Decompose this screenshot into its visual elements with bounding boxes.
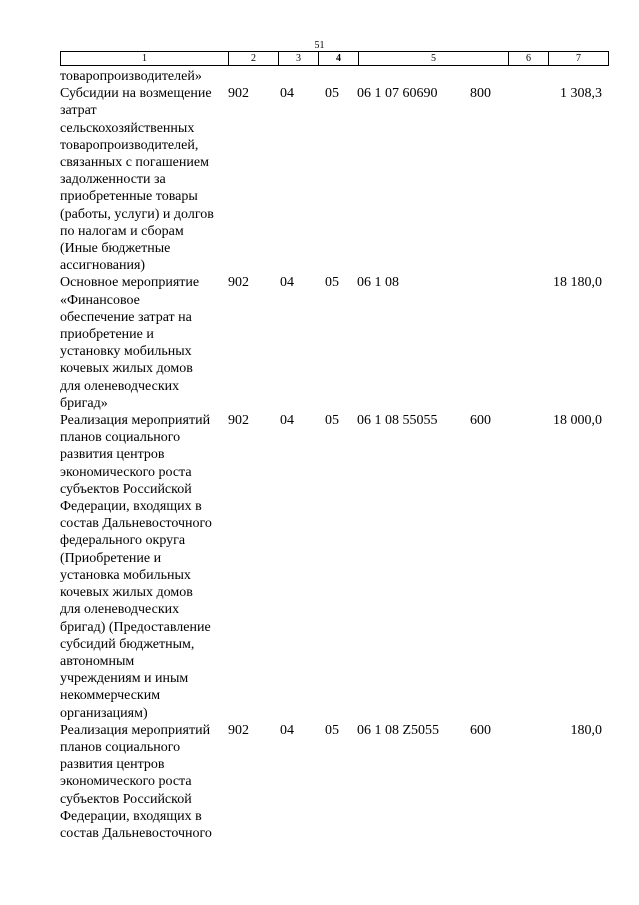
table-row bbox=[60, 412, 608, 722]
header-col-7: 7 bbox=[549, 52, 609, 66]
row-subsection: 05 bbox=[325, 413, 339, 429]
row-amount: 180,0 bbox=[570, 722, 602, 738]
page-number: 51 bbox=[314, 40, 325, 51]
row-code: 902 bbox=[228, 86, 249, 102]
row-subsection: 05 bbox=[325, 86, 339, 102]
row-name: Основное мероприятие «Финансовое обеспечение затрат на приобретение и установку мобильных кочевых жилых домов для оленеводческих бригад» bbox=[60, 275, 200, 411]
row-target-code: 06 1 08 55055 bbox=[357, 413, 438, 429]
header-col-4: 4 bbox=[319, 52, 359, 66]
row-expense-type: 600 bbox=[470, 722, 491, 738]
row-target-code: 06 1 08 Z5055 bbox=[357, 722, 440, 738]
row-code: 902 bbox=[228, 413, 249, 429]
header-col-1: 1 bbox=[61, 52, 229, 66]
row-code: 902 bbox=[228, 722, 249, 738]
row-amount: 1 308,3 bbox=[560, 86, 602, 102]
column-number-header bbox=[60, 51, 609, 66]
row-name: Субсидии на возмещение затрат сельскохозяйственных товаропроизводителей, связанных с погашением задолженности за приобретенные товары (работы, услуги) и долгов по налогам и сборам (Иные бюджетные ассигнования) bbox=[60, 86, 214, 274]
row-name: Реализация мероприятий планов социального развития центров экономического роста субъектов Российской Федерации, входящих в состав Дальневосточного bbox=[60, 722, 212, 841]
row-section: 04 bbox=[280, 86, 294, 102]
row-subsection: 05 bbox=[325, 275, 339, 291]
row-section: 04 bbox=[280, 722, 294, 738]
row-amount: 18 180,0 bbox=[553, 275, 602, 291]
table-row bbox=[60, 68, 608, 85]
row-expense-type: 800 bbox=[470, 86, 491, 102]
row-section: 04 bbox=[280, 413, 294, 429]
budget-table-body bbox=[60, 68, 608, 842]
row-subsection: 05 bbox=[325, 722, 339, 738]
row-amount: 18 000,0 bbox=[553, 413, 602, 429]
row-name: Реализация мероприятий планов социального развития центров экономического роста субъектов Российской Федерации, входящих в состав Дальневосточного федерального округа (Приобретение и установка мобильных кочевых жилых домов для оленеводческих бригад) (Предоставление субсидий бюджетным, автономным учреждениям и иным некоммерческим организациям) bbox=[60, 413, 212, 721]
row-target-code: 06 1 08 bbox=[357, 275, 399, 291]
row-section: 04 bbox=[280, 275, 294, 291]
row-expense-type: 600 bbox=[470, 413, 491, 429]
header-col-5: 5 bbox=[359, 52, 509, 66]
header-col-2: 2 bbox=[229, 52, 279, 66]
row-name: товаропроизводителей» bbox=[60, 69, 202, 84]
header-col-6: 6 bbox=[509, 52, 549, 66]
table-row bbox=[60, 85, 608, 274]
header-col-3: 3 bbox=[279, 52, 319, 66]
row-target-code: 06 1 07 60690 bbox=[357, 86, 438, 102]
table-row bbox=[60, 722, 608, 842]
row-code: 902 bbox=[228, 275, 249, 291]
table-row bbox=[60, 274, 608, 412]
